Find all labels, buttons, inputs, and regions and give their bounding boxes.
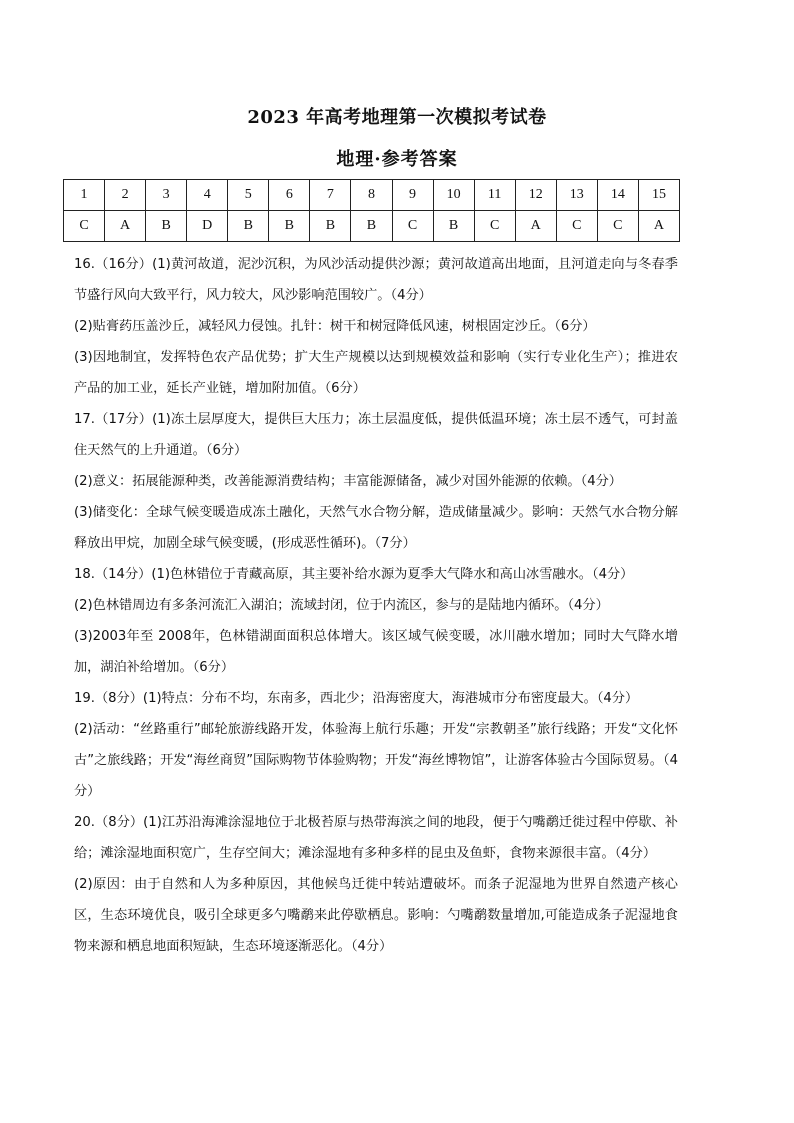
answer-paragraph-q17-3: (3)储变化：全球气候变暖造成冻土融化，天然气水合物分解，造成储量减少。影响：天然气水合物分解释放出甲烷，加剧全球气候变暖，(形成恶性循环)。（7分） (74, 505, 678, 551)
answer-cell: C (597, 211, 638, 242)
question-number-cell: 4 (187, 180, 228, 211)
question-number-cell: 7 (310, 180, 351, 211)
answer-paragraph-q20-1: 20.（8分）(1)江苏沿海滩涂湿地位于北极苔原与热带海滨之间的地段，便于勺嘴鹬迁徙过程中停歇、补给；滩涂湿地面积宽广，生存空间大；滩涂湿地有多种多样的昆虫及鱼虾，食物来源很丰富。（4分） (74, 815, 678, 861)
answer-paragraph-q20-2: (2)原因：由于自然和人为多种原因，其他候鸟迁徙中转站遭破坏。而条子泥湿地为世界自然遗产核心区，生态环境优良，吸引全球更多勺嘴鹬来此停歇栖息。影响：勺嘴鹬数量增加,可能造成条子泥湿地食物来源和栖息地面积短缺，生态环境逐渐恶化。（4分） (74, 877, 678, 954)
answer-cell: B (269, 211, 310, 242)
answer-cell: C (64, 211, 105, 242)
question-number-cell: 11 (474, 180, 515, 211)
question-number-cell: 10 (433, 180, 474, 211)
answer-cell: A (515, 211, 556, 242)
answer-cell: D (187, 211, 228, 242)
answer-paragraph-q16-3: (3)因地制宜，发挥特色农产品优势；扩大生产规模以达到规模效益和影响（实行专业化生产）；推进农产品的加工业，延长产业链，增加附加值。（6分） (74, 350, 678, 396)
question-number-cell: 5 (228, 180, 269, 211)
question-number-cell: 8 (351, 180, 392, 211)
answer-paragraph-q17-2: (2)意义：拓展能源种类，改善能源消费结构；丰富能源储备，减少对国外能源的依赖。（4分） (74, 474, 622, 489)
answer-explanations (74, 249, 678, 962)
answer-paragraph-q18-1: 18.（14分）(1)色林错位于青藏高原，其主要补给水源为夏季大气降水和高山冰雪融水。（4分） (74, 567, 634, 582)
question-number-cell: 15 (638, 180, 679, 211)
answer-paragraph-q18-2: (2)色林错周边有多条河流汇入湖泊；流域封闭，位于内流区，参与的是陆地内循环。（4分） (74, 598, 609, 613)
answer-paragraph-q17-1: 17.（17分）(1)冻土层厚度大，提供巨大压力；冻土层温度低，提供低温环境；冻土层不透气，可封盖住天然气的上升通道。（6分） (74, 412, 678, 458)
question-number-cell: 14 (597, 180, 638, 211)
question-number-cell: 1 (64, 180, 105, 211)
answer-cell: C (474, 211, 515, 242)
page-title: 2023 年高考地理第一次模拟考试卷 (247, 107, 547, 128)
answer-cell: B (146, 211, 187, 242)
multiple-choice-answer-table (63, 179, 680, 242)
answer-paragraph-q18-3: (3)2003年至 2008年，色林错湖面面积总体增大。该区域气候变暖，冰川融水增加；同时大气降水增加，湖泊补给增加。（6分） (74, 629, 678, 675)
question-number-cell: 12 (515, 180, 556, 211)
answer-paragraph-q16-1: 16.（16分）(1)黄河故道，泥沙沉积，为风沙活动提供沙源；黄河故道高出地面，且河道走向与冬春季节盛行风向大致平行，风力较大，风沙影响范围较广。（4分） (74, 257, 678, 303)
question-number-cell: 13 (556, 180, 597, 211)
answer-cell: B (351, 211, 392, 242)
question-number-cell: 3 (146, 180, 187, 211)
question-number-cell: 2 (105, 180, 146, 211)
question-number-cell: 9 (392, 180, 433, 211)
answer-cell: B (228, 211, 269, 242)
answer-paragraph-q19-1: 19.（8分）(1)特点：分布不均，东南多，西北少；沿海密度大，海港城市分布密度最大。（4分） (74, 691, 639, 706)
question-number-row (64, 180, 680, 211)
answer-cell: C (392, 211, 433, 242)
answer-cell: A (105, 211, 146, 242)
answer-cell: C (556, 211, 597, 242)
answer-paragraph-q16-2: (2)贴膏药压盖沙丘，减轻风力侵蚀。扎针：树干和树冠降低风速，树根固定沙丘。（6分） (74, 319, 596, 334)
answer-row (64, 211, 680, 242)
page-subtitle: 地理·参考答案 (336, 149, 458, 170)
answer-cell: A (638, 211, 679, 242)
answer-cell: B (310, 211, 351, 242)
answer-cell: B (433, 211, 474, 242)
question-number-cell: 6 (269, 180, 310, 211)
answer-paragraph-q19-2: (2)活动：“丝路重行”邮轮旅游线路开发，体验海上航行乐趣；开发“宗教朝圣”旅行线路；开发“文化怀古”之旅线路；开发“海丝商贸”国际购物节体验购物；开发“海丝博物馆”，让游客体验古今国际贸易。（4分） (74, 722, 678, 799)
